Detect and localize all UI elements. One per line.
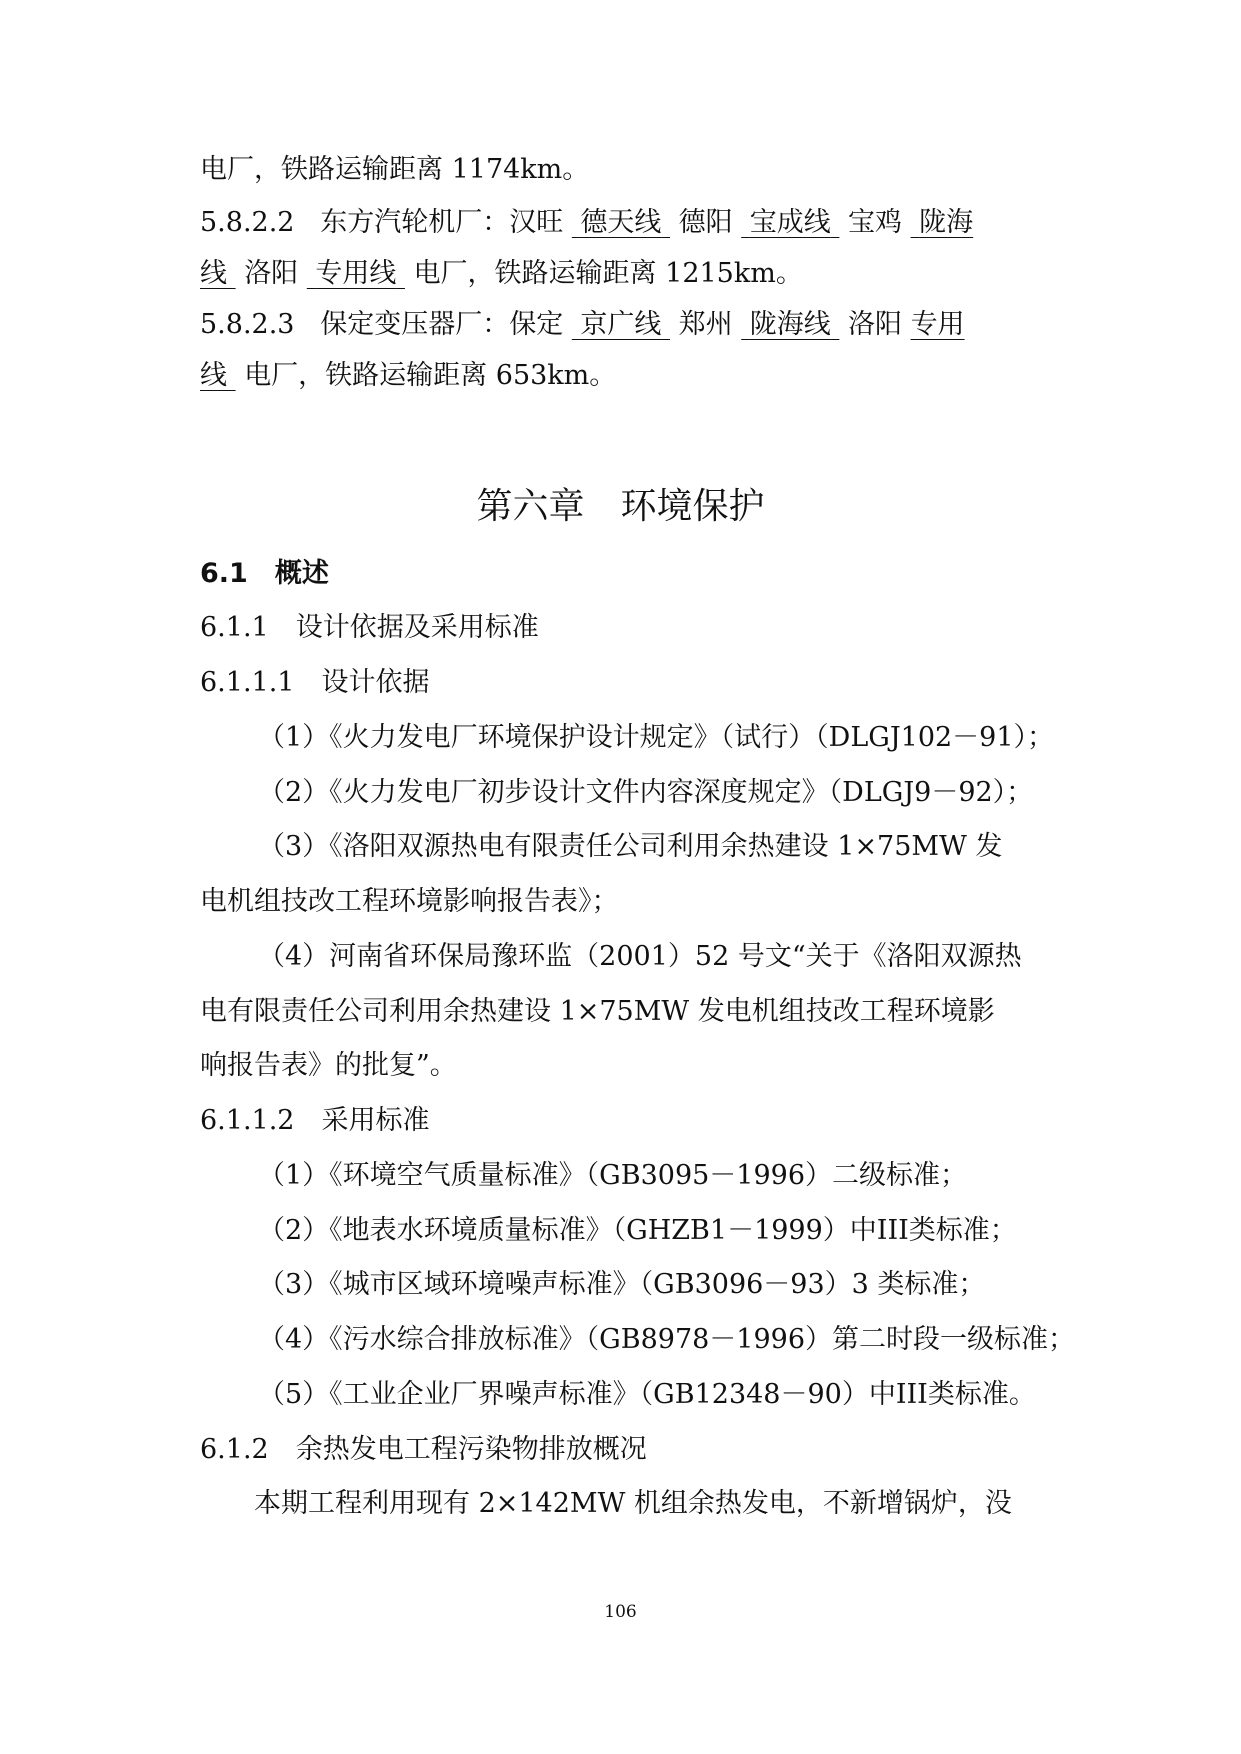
standard-item: （5）《工业企业厂界噪声标准》（GB12348－90）中III类标准。 [258,1379,1036,1410]
railway-line-name: 线 [200,360,227,391]
standard-item: （4）《污水综合排放标准》（GB8978－1996）第二时段一级标准； [258,1324,1076,1355]
text-line: 电厂，铁路运输距离 1174km。 [200,154,590,185]
clause-number: 5.8.2.3 [200,309,295,340]
railway-line-name: 京广线 [580,309,662,340]
basis-item-continued: 电机组技改工程环境影响报告表》； [200,886,619,917]
railway-line-name: 专用 [910,309,965,340]
text-segment: 洛阳 [244,258,299,289]
railway-line-name: 专用线 [315,258,397,289]
basis-item: （2）《火力发电厂初步设计文件内容深度规定》（DLGJ9－92）； [258,777,1034,808]
text-segment: 保定变压器厂：保定 [320,309,564,340]
text-segment: 郑州 [678,309,733,340]
basis-item: （1）《火力发电厂环境保护设计规定》（试行）（DLGJ102－91）； [258,722,1055,753]
text-line-5-8-2-3 [200,305,965,345]
subsection-heading: 6.1.1.2 采用标准 [200,1105,430,1136]
text-segment: 德阳 [678,207,733,238]
standard-item: （1）《环境空气质量标准》（GB3095－1996）二级标准； [258,1160,968,1191]
text-segment: 东方汽轮机厂：汉旺 [320,207,564,238]
subsection-heading: 6.1.2 余热发电工程污染物排放概况 [200,1434,647,1465]
basis-item: （4）河南省环保局豫环监（2001）52 号文“关于《洛阳双源热 [258,941,1022,972]
basis-item-continued: 电有限责任公司利用余热建设 1×75MW 发电机组技改工程环境影 [200,996,995,1027]
railway-line-name: 陇海 [919,207,974,238]
clause-number: 5.8.2.2 [200,207,295,238]
text-line [200,356,616,396]
body-paragraph: 本期工程利用现有 2×142MW 机组余热发电，不新增锅炉，没 [254,1488,1012,1519]
section-heading: 6.1 概述 [200,558,329,589]
subsection-heading: 6.1.1 设计依据及采用标准 [200,612,539,643]
text-line [200,254,803,294]
page-number: 106 [604,1602,637,1622]
railway-line-name: 线 [200,258,227,289]
standard-item: （2）《地表水环境质量标准》（GHZB1－1999）中III类标准； [258,1215,1017,1246]
standard-item: （3）《城市区域环境噪声标准》（GB3096－93）3 类标准； [258,1269,986,1300]
railway-line-name: 陇海线 [749,309,831,340]
chapter-title: 第六章 环境保护 [476,486,765,527]
railway-line-name: 德天线 [580,207,662,238]
basis-item-continued: 响报告表》的批复”。 [200,1050,457,1081]
text-segment: 电厂，铁路运输距离 653km。 [244,360,617,391]
text-line-5-8-2-2 [200,203,973,243]
subsection-heading: 6.1.1.1 设计依据 [200,667,430,698]
text-segment: 电厂，铁路运输距离 1215km。 [413,258,803,289]
text-segment: 洛阳 [847,309,902,340]
text-segment: 宝鸡 [847,207,902,238]
railway-line-name: 宝成线 [749,207,831,238]
basis-item: （3）《洛阳双源热电有限责任公司利用余热建设 1×75MW 发 [258,831,1003,862]
